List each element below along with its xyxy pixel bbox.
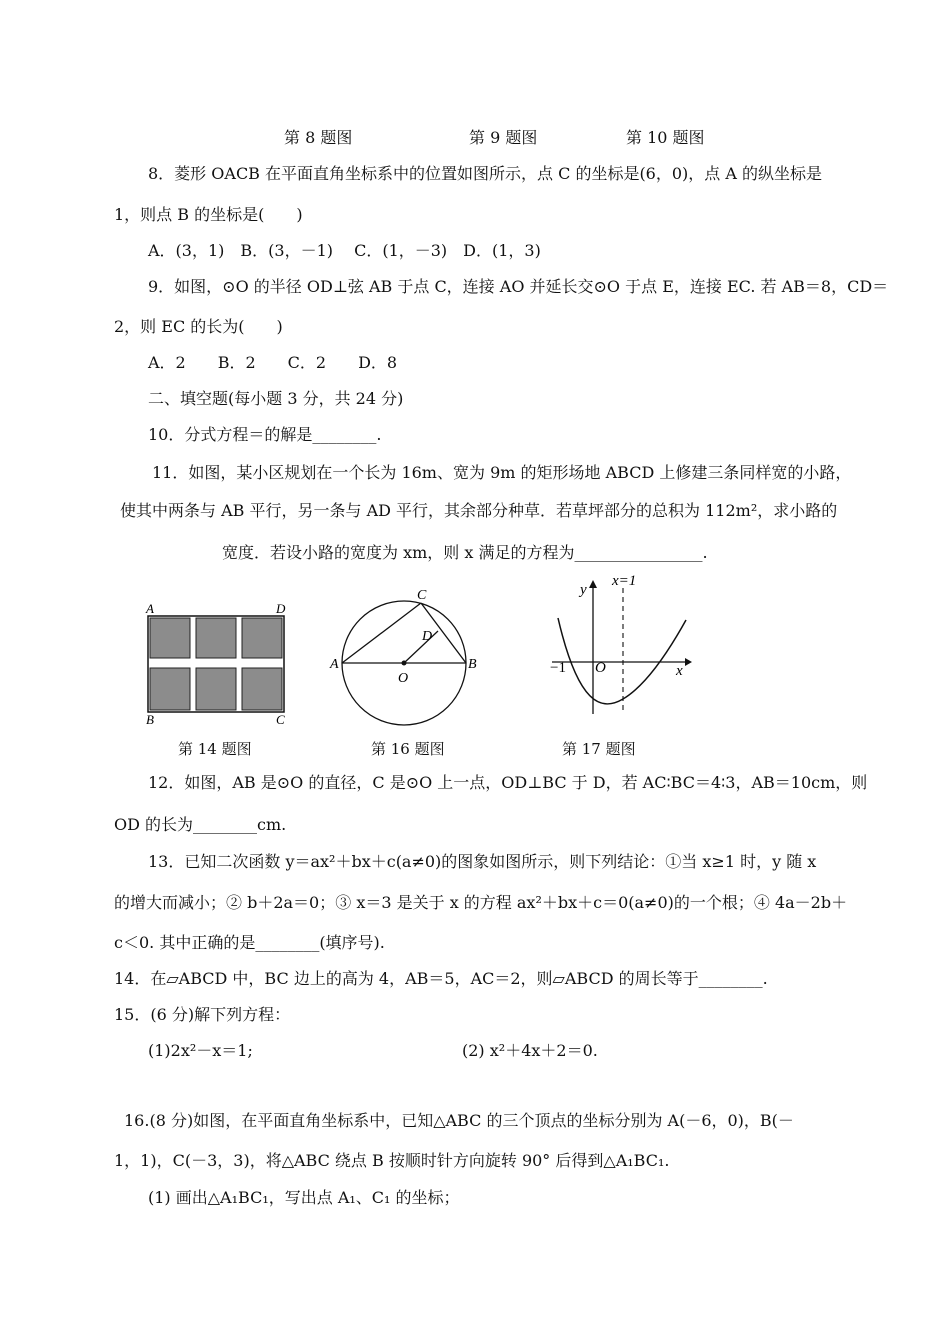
fig16-label-o: O [398, 671, 409, 686]
q12-line2: OD 的长为________cm. [114, 815, 287, 834]
fig17-x-arrow [685, 658, 692, 666]
fig14-lawn [150, 618, 190, 658]
fig14-label-b: B [146, 712, 154, 727]
fig16-label-d: D [422, 629, 433, 644]
fig17-label-y: y [580, 582, 587, 598]
q16-line2: 1，1)，C(－3，3)，将△ABC 绕点 B 按顺时针方向旋转 90° 后得到△A₁BC₁. [114, 1151, 670, 1170]
fig14-lawn [196, 668, 236, 710]
caption-fig9: 第 9 题图 [469, 128, 538, 147]
fig14-lawn [196, 618, 236, 658]
fig14-label-d: D [276, 601, 286, 616]
figure-17 [540, 574, 700, 724]
figure-14 [140, 601, 300, 727]
q13-line1: 13．已知二次函数 y＝ax²＋bx＋c(a≠0)的图象如图所示，则下列结论：①当 x≥1 时，y 随 x [148, 852, 817, 871]
q15-title: 15．(6 分)解下列方程： [114, 1005, 291, 1024]
q11-line2: 使其中两条与 AB 平行，另一条与 AD 平行，其余部分种草．若草坪部分的总积为 112m²，求小路的 [120, 501, 838, 520]
caption-fig10: 第 10 题图 [626, 128, 705, 147]
q10: 10．分式方程＝的解是________. [148, 425, 382, 444]
fig16-label-b: B [468, 657, 477, 672]
fig14-lawn [242, 618, 282, 658]
q8-line1: 8．菱形 OACB 在平面直角坐标系中的位置如图所示，点 C 的坐标是(6，0)，点 A 的纵坐标是 [148, 164, 823, 183]
q11-line1: 11．如图，某小区规划在一个长为 16m、宽为 9m 的矩形场地 ABCD 上修建三条同样宽的小路， [152, 463, 852, 482]
fig16-label-c: C [417, 588, 427, 603]
fig16-label-a: A [330, 657, 339, 672]
caption-fig8: 第 8 题图 [284, 128, 353, 147]
caption-fig17: 第 17 题图 [562, 740, 636, 758]
q8-line2: 1，则点 B 的坐标是( ) [114, 205, 303, 224]
q13-line3: c＜0. 其中正确的是________(填序号). [114, 933, 385, 952]
fig17-label-x: x [676, 663, 683, 679]
fig17-label-minus-1: −1 [550, 660, 566, 676]
section-heading: 二、填空题(每小题 3 分，共 24 分) [148, 389, 404, 408]
q9-line2: 2，则 EC 的长为( ) [114, 317, 283, 336]
caption-fig14: 第 14 题图 [178, 740, 252, 758]
q16-line1: 16.(8 分)如图，在平面直角坐标系中，已知△ABC 的三个顶点的坐标分别为 A(－6，0)，B(－ [124, 1111, 794, 1130]
q16-line3: (1) 画出△A₁BC₁，写出点 A₁、C₁ 的坐标； [148, 1188, 460, 1207]
fig17-label-origin: O [595, 660, 606, 676]
q14: 14．在▱ABCD 中，BC 边上的高为 4，AB＝5，AC＝2，则▱ABCD 的周长等于________. [114, 969, 768, 988]
fig14-lawn [242, 668, 282, 710]
q11-line3: 宽度．若设小路的宽度为 xm，则 x 满足的方程为________________. [222, 543, 708, 562]
q13-line2: 的增大而减小；② b＋2a＝0；③ x＝3 是关于 x 的方程 ax²＋bx＋c＝0(a≠0)的一个根；④ 4a－2b＋ [114, 893, 848, 912]
fig16-center-point [402, 661, 407, 666]
q8-options: A．(3，1) B．(3，－1) C．(1，－3) D．(1，3) [148, 241, 541, 260]
q9-options: A．2 B．2 C．2 D．8 [148, 353, 398, 372]
fig16-chord-ac [342, 603, 421, 663]
fig17-y-arrow [589, 580, 597, 588]
fig16-segment-od [404, 631, 438, 663]
fig14-label-c: C [276, 712, 285, 727]
fig17-parabola [558, 618, 686, 704]
q15-eq1: (1)2x²－x＝1; [148, 1041, 253, 1060]
figure-16 [330, 590, 480, 750]
caption-fig16: 第 16 题图 [371, 740, 445, 758]
fig17-label-x-eq-1: x=1 [612, 573, 637, 589]
fig14-lawn [150, 668, 190, 710]
q12-line1: 12．如图，AB 是⊙O 的直径，C 是⊙O 上一点，OD⊥BC 于 D，若 AC∶BC＝4∶3，AB＝10cm，则 [148, 773, 868, 792]
fig14-label-a: A [146, 601, 154, 616]
q9-line1: 9．如图，⊙O 的半径 OD⊥弦 AB 于点 C，连接 AO 并延长交⊙O 于点 E，连接 EC. 若 AB＝8，CD＝ [148, 277, 889, 296]
q15-eq2: (2) x²＋4x＋2＝0. [462, 1041, 598, 1060]
